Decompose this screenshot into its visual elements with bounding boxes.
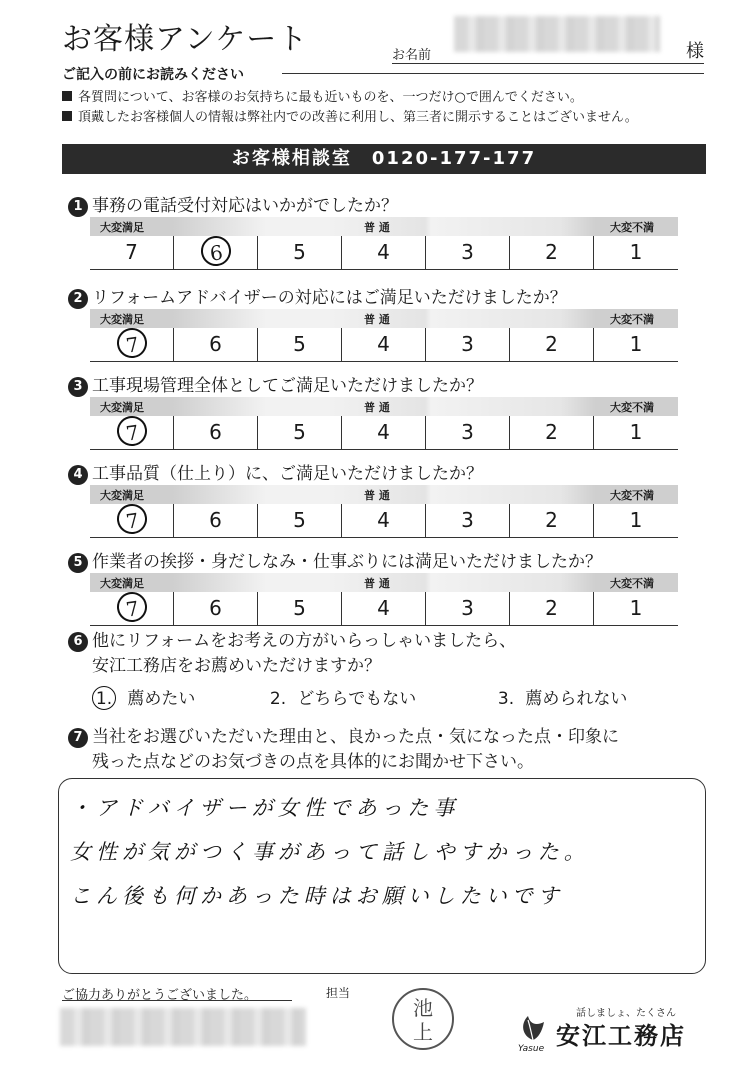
rating-option[interactable] [594,504,678,537]
rating-scale [90,397,678,450]
leaf-logo-icon [516,1010,550,1044]
option-number: 1. [92,686,116,710]
question-number-icon: 3 [68,377,88,397]
scale-label-high: 大変満足 [100,489,144,502]
rating-option[interactable] [90,592,174,625]
question-7 [68,722,619,748]
question-3 [68,371,483,397]
rating-option[interactable] [90,236,174,269]
question-6 [68,626,516,652]
note-text: 各質問について、お客様のお気持ちに最も近いものを、一つだけ○で囲んでください。 [78,90,583,105]
rating-value: 1 [629,332,643,356]
rating-option[interactable] [174,592,258,625]
rating-option[interactable] [510,416,594,449]
rating-value: 3 [461,508,474,532]
scale-label-mid: 普 通 [364,489,390,502]
rating-scale [90,217,678,270]
rating-value: 3 [461,332,474,356]
bullet-square-icon [62,111,72,121]
logo-subtext: Yasue [518,1044,545,1054]
rating-value: 4 [377,332,390,356]
rating-value: 4 [377,508,390,532]
rating-scale [90,309,678,362]
note-item [62,106,638,125]
intro-divider [282,73,704,74]
rating-value: 7 [115,590,149,624]
question-text: 工事品質（仕上り）に、ご満足いただけましたか？ [92,464,483,484]
thanks-text: ご協力ありがとうございました。 [62,988,258,1003]
rating-option[interactable] [342,504,426,537]
redacted-name [454,16,660,52]
rating-option[interactable] [426,328,510,361]
rating-option[interactable] [342,592,426,625]
rating-value: 7 [115,502,149,536]
rating-value: 2 [545,508,558,532]
scale-label-high: 大変満足 [100,401,144,414]
rating-option[interactable] [90,328,174,361]
rating-value: 1 [629,508,643,532]
question-text: 当社をお選びいただいた理由と、良かった点・気になった点・印象に [92,727,619,747]
rating-value: 3 [461,240,474,264]
rating-value: 1 [629,240,643,264]
name-suffix: 様 [686,41,704,62]
name-label: お名前 [392,48,432,63]
rating-value: 3 [461,420,474,444]
rating-scale [90,573,678,626]
comment-line: こん後も何かあった時はお願いしたいです [70,884,564,908]
rating-option[interactable] [258,592,342,625]
comment-line: ・アドバイザーが女性であった事 [70,796,460,820]
scale-label-high: 大変満足 [100,221,144,234]
question-text: 工事現場管理全体としてご満足いただけましたか？ [92,376,483,396]
rating-option[interactable] [342,416,426,449]
rating-value: 5 [293,508,306,532]
rating-value: 6 [199,234,233,268]
rating-option[interactable] [594,416,678,449]
rating-option[interactable] [594,236,678,269]
redacted-staff [60,1008,306,1046]
question-4 [68,459,483,485]
rating-scale [90,485,678,538]
rating-option[interactable] [510,504,594,537]
question-text: 作業者の挨拶・身だしなみ・仕事ぶりには満足いただけましたか？ [92,552,602,572]
rating-value: 3 [461,596,474,620]
rating-option[interactable] [174,416,258,449]
option-label: 薦められない [525,689,628,709]
company-name: 安江工務店 [556,1022,686,1050]
scale-label-low: 大変不満 [610,489,654,502]
note-item [62,86,583,105]
scale-label-mid: 普 通 [364,313,390,326]
rating-value: 6 [209,420,222,444]
rating-option[interactable] [342,236,426,269]
scale-header [90,485,678,504]
bullet-square-icon [62,91,72,101]
rating-value: 2 [545,420,558,444]
rating-option[interactable] [510,236,594,269]
question-number-icon: 6 [68,632,88,652]
rating-value: 4 [377,240,390,264]
rating-value: 1 [629,596,643,620]
option-recommend[interactable] [92,684,195,710]
rating-option[interactable] [426,416,510,449]
name-underline [392,63,704,64]
rating-value: 2 [545,332,558,356]
rating-value: 2 [545,596,558,620]
scale-label-mid: 普 通 [364,221,390,234]
rating-value: 5 [293,332,306,356]
rating-value: 7 [115,414,149,448]
comment-line: 女性が気がつく事があって話しやすかった。 [70,840,590,864]
question-text: リフォームアドバイザーの対応にはご満足いただけましたか？ [92,288,567,308]
rating-option[interactable] [510,328,594,361]
note-text: 頂戴したお客様個人の情報は弊社内での改善に利用し、第三者に開示することはございません。 [78,110,638,125]
rating-option[interactable] [342,328,426,361]
rating-value: 4 [377,420,390,444]
rating-value: 6 [209,332,222,356]
rating-value: 4 [377,596,390,620]
question-number-icon: 4 [68,465,88,485]
rating-option[interactable] [258,504,342,537]
question-7-line2: 残った点などのお気づきの点を具体的にお聞かせ下さい。 [92,752,534,772]
question-number-icon: 2 [68,289,88,309]
staff-stamp [392,988,454,1050]
option-number: 2. [269,689,287,709]
question-1 [68,191,398,217]
question-2 [68,283,567,309]
scale-label-low: 大変不満 [610,401,654,414]
rating-option[interactable] [594,328,678,361]
option-number: 3. [497,689,515,709]
rating-option[interactable] [426,504,510,537]
rating-value: 5 [293,420,306,444]
scale-label-low: 大変不満 [610,577,654,590]
scale-label-high: 大変満足 [100,577,144,590]
scale-header [90,573,678,592]
question-number-icon: 1 [68,197,88,217]
stamp-text: 池上 [413,996,433,1044]
survey-title: お客様アンケート [62,22,309,57]
rating-value: 5 [293,596,306,620]
scale-header [90,217,678,236]
rating-value: 2 [545,240,558,264]
rating-option[interactable] [258,416,342,449]
scale-label-mid: 普 通 [364,577,390,590]
rating-option[interactable] [426,236,510,269]
rating-option[interactable] [594,592,678,625]
scale-label-high: 大変満足 [100,313,144,326]
scale-label-mid: 普 通 [364,401,390,414]
question-5 [68,547,602,573]
rating-value: 6 [209,508,222,532]
rating-value: 7 [125,240,138,264]
option-label: 薦めたい [127,689,196,709]
rating-option[interactable] [258,236,342,269]
rating-option[interactable] [90,416,174,449]
scale-label-low: 大変不満 [610,221,654,234]
question-number-icon: 5 [68,553,88,573]
rating-value: 6 [209,596,222,620]
rating-option[interactable] [174,504,258,537]
question-number-icon: 7 [68,728,88,748]
rating-option[interactable] [90,504,174,537]
scale-label-low: 大変不満 [610,313,654,326]
option-label: どちらでもない [297,689,417,709]
rating-option[interactable] [174,236,258,269]
logo-tagline: 話しましょ、たくさん [576,1008,676,1019]
rating-option[interactable] [258,328,342,361]
question-6-line2: 安江工務店をお薦めいただけますか？ [92,656,381,676]
rating-option[interactable] [426,592,510,625]
rating-option[interactable] [510,592,594,625]
thanks-underline [62,1000,292,1001]
rating-option[interactable] [174,328,258,361]
customer-support-bar: お客様相談室 0120-177-177 [62,144,706,174]
question-text: 事務の電話受付対応はいかがでしたか？ [92,196,398,216]
rating-value: 7 [115,326,149,360]
scale-header [90,309,678,328]
scale-header [90,397,678,416]
rating-value: 1 [629,420,643,444]
question-text: 他にリフォームをお考えの方がいらっしゃいましたら、 [92,631,517,651]
rating-value: 5 [293,240,306,264]
intro-heading: ご記入の前にお読みください [62,67,244,83]
option-not-recommend[interactable] [494,684,627,711]
option-neutral[interactable] [266,684,416,711]
staff-label: 担当 [326,986,351,1000]
